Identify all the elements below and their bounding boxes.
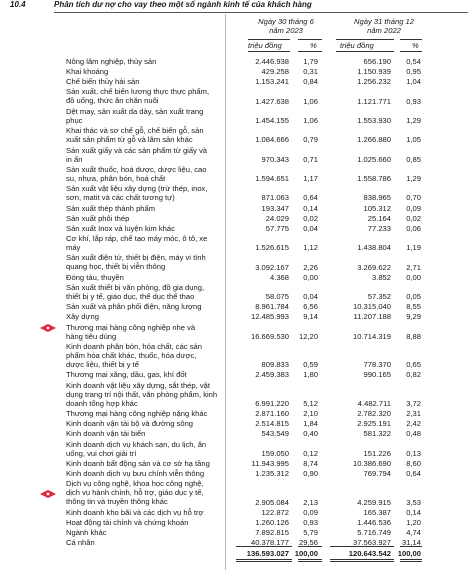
row-label bbox=[66, 370, 246, 379]
percent-2023: 1,79 bbox=[303, 57, 318, 66]
value-2023: 7.892.815 bbox=[255, 528, 289, 538]
percent-2023: 0,71 bbox=[303, 154, 318, 164]
percent-2022: 1,05 bbox=[406, 135, 421, 145]
row-label bbox=[66, 204, 246, 213]
value-2022: 57.352 bbox=[367, 292, 391, 302]
percent-2022: 0,09 bbox=[406, 203, 421, 213]
value-2022: 5.716.749 bbox=[357, 528, 391, 538]
row-label-line: Kinh doanh bất động sản và cơ sở hạ tầng bbox=[66, 458, 210, 468]
percent-2022: 0,02 bbox=[406, 213, 421, 223]
percent-2022: 0,54 bbox=[406, 57, 421, 66]
value-2023: 1.594.651 bbox=[255, 174, 289, 184]
row-label-line: Thương mại xăng, dầu, gas, khí đốt bbox=[66, 370, 187, 380]
col-heading-line: Ngày 31 tháng 12 bbox=[354, 17, 414, 26]
percent-2022: 0,93 bbox=[406, 96, 421, 106]
value-2022: 769.794 bbox=[363, 469, 391, 479]
percent-2023: 1,06 bbox=[303, 115, 318, 125]
row-label-line: Kinh doanh phân bón, hóa chất, các sản bbox=[66, 341, 202, 351]
column-heading-2023 bbox=[240, 17, 332, 35]
value-2023: 58.075 bbox=[265, 292, 289, 302]
percent-2022: 2,71 bbox=[406, 262, 421, 272]
row-label bbox=[66, 57, 246, 66]
percent-2023: 0,04 bbox=[303, 292, 318, 302]
value-2022: 1.266.880 bbox=[357, 135, 391, 145]
percent-2022: 0,48 bbox=[406, 429, 421, 439]
row-label-line: Sản xuất vật liệu xây dựng (trừ thép, inox, bbox=[66, 184, 208, 194]
double-rule bbox=[400, 561, 422, 562]
value-2022: 77.233 bbox=[367, 223, 391, 233]
row-label-line: Kinh doanh kho bãi và các dịch vụ hỗ trợ bbox=[66, 507, 204, 517]
value-2023: 40.378.177 bbox=[250, 538, 289, 548]
double-rule bbox=[298, 559, 322, 560]
value-2023: 1.084.666 bbox=[255, 135, 289, 145]
value-2022: 4.482.711 bbox=[357, 398, 391, 408]
header-rule bbox=[54, 12, 468, 13]
percent-2022: 4,74 bbox=[406, 528, 421, 538]
value-2023: 1.427.638 bbox=[255, 96, 289, 106]
value-2022: 1.121.771 bbox=[357, 96, 391, 106]
value-2023: 24.029 bbox=[265, 213, 289, 223]
value-2023: 159.050 bbox=[261, 448, 289, 458]
row-label bbox=[66, 87, 246, 105]
row-label-line: Sản xuất giấy và các sản phẩm từ giấy và bbox=[66, 145, 208, 155]
percent-2022: 0,13 bbox=[406, 448, 421, 458]
value-2022: 10.714.319 bbox=[352, 331, 391, 341]
percent-2022: 31,14 bbox=[401, 538, 421, 548]
percent-2023: 0,79 bbox=[303, 135, 318, 145]
percent-2022: 8,60 bbox=[406, 458, 421, 468]
percent-2023: 1,84 bbox=[303, 419, 318, 429]
total-value-2022: 120.643.542 bbox=[348, 549, 391, 558]
value-2023: 57.775 bbox=[265, 223, 289, 233]
percent-2023: 0,04 bbox=[303, 223, 318, 233]
percent-2022: 0,70 bbox=[406, 193, 421, 203]
double-rule bbox=[400, 559, 422, 560]
row-label-line: Sản xuất phôi thép bbox=[66, 213, 130, 223]
value-2022: 105.312 bbox=[363, 203, 391, 213]
value-2023: 1.454.155 bbox=[255, 115, 289, 125]
unit-rule bbox=[248, 39, 290, 40]
percent-2023: 6,56 bbox=[303, 302, 318, 312]
value-2023: 809.833 bbox=[261, 360, 289, 370]
row-label bbox=[66, 538, 246, 547]
row-label bbox=[66, 312, 246, 321]
value-2022: 37.563.927 bbox=[352, 538, 391, 548]
value-2023: 6.991.220 bbox=[255, 398, 289, 408]
row-label-line: in ấn bbox=[66, 154, 83, 164]
row-label-line: dụng trang trí nội thất, văn phòng phẩm, kinh bbox=[66, 389, 218, 399]
row-label-line: Kinh doanh dịch vụ bưu chính viễn thông bbox=[66, 469, 205, 479]
percent-2023: 8,74 bbox=[303, 458, 318, 468]
value-2023: 429.258 bbox=[261, 67, 289, 77]
unit-rule bbox=[336, 51, 394, 52]
row-label-line: Thương mại hàng công nghiệp nhẹ và bbox=[66, 322, 196, 332]
percent-2022: 1,29 bbox=[406, 174, 421, 184]
unit-label: triệu đồng bbox=[248, 41, 282, 50]
double-rule bbox=[298, 561, 322, 562]
double-rule bbox=[236, 561, 292, 562]
percent-2022: 2,31 bbox=[406, 409, 421, 419]
value-2022: 1.025.660 bbox=[357, 154, 391, 164]
row-label-line: Kinh doanh vật liệu xây dựng, sắt thép, vật bbox=[66, 380, 210, 390]
row-label-line: quang học, thiết bị viễn thông bbox=[66, 262, 166, 272]
row-label bbox=[66, 342, 246, 369]
percent-2022: 1,04 bbox=[406, 77, 421, 87]
col-heading-line: năm 2023 bbox=[269, 26, 303, 35]
row-label bbox=[66, 302, 246, 311]
row-label-line: Cơ khí, lắp ráp, chế tạo máy móc, ô tô, xe bbox=[66, 234, 208, 243]
percent-2022: 9,29 bbox=[406, 312, 421, 322]
percent-2023: 0,40 bbox=[303, 429, 318, 439]
row-label bbox=[66, 107, 246, 125]
section-title: Phân tích dư nợ cho vay theo một số ngành kinh tế của khách hàng bbox=[54, 0, 312, 9]
row-label-line: phẩm hóa chất khác, thuốc, hóa dược, bbox=[66, 350, 197, 360]
percent-2022: 0,14 bbox=[406, 507, 421, 517]
value-2023: 1.153.241 bbox=[255, 77, 289, 87]
row-label bbox=[66, 518, 246, 527]
percent-2023: 0,12 bbox=[303, 448, 318, 458]
row-label-line: Sản xuất và phân phối điện, năng lượng bbox=[66, 302, 202, 312]
total-rule bbox=[298, 546, 322, 547]
unit-rule bbox=[400, 51, 422, 52]
percent-2022: 0,65 bbox=[406, 360, 421, 370]
row-label bbox=[66, 479, 246, 506]
value-2023: 1.526.615 bbox=[255, 243, 289, 253]
percent-2022: 1,20 bbox=[406, 517, 421, 527]
value-2023: 970.343 bbox=[261, 154, 289, 164]
value-2023: 12.485.993 bbox=[250, 312, 289, 322]
percent-2023: 0,59 bbox=[303, 360, 318, 370]
row-label-line: Dệt may, sản xuất da dày, sản xuất trang bbox=[66, 106, 204, 116]
row-label bbox=[66, 165, 246, 183]
percent-2023: 5,79 bbox=[303, 528, 318, 538]
value-2022: 11.207.188 bbox=[353, 312, 391, 322]
row-label-line: phục bbox=[66, 115, 83, 125]
value-2022: 1.558.786 bbox=[357, 174, 391, 184]
row-label bbox=[66, 224, 246, 233]
percent-2022: 0,06 bbox=[406, 223, 421, 233]
percent-2023: 0,64 bbox=[303, 193, 318, 203]
percent-2023: 5,12 bbox=[303, 398, 318, 408]
row-label bbox=[66, 429, 246, 438]
row-label bbox=[66, 469, 246, 478]
row-label bbox=[66, 273, 246, 282]
row-label-line: Cá nhân bbox=[66, 538, 95, 548]
unit-rule bbox=[248, 51, 290, 52]
percent-2023: 1,17 bbox=[303, 174, 318, 184]
row-label-line: Đóng tàu, thuyền bbox=[66, 272, 124, 282]
percent-2023: 0,14 bbox=[303, 203, 318, 213]
value-2023: 3.092.167 bbox=[255, 262, 289, 272]
percent-2022: 0,64 bbox=[406, 469, 421, 479]
percent-2023: 29,56 bbox=[298, 538, 318, 548]
row-label bbox=[66, 146, 246, 164]
row-label-line: sơn, matit và các chất tương tự) bbox=[66, 193, 175, 203]
value-2022: 165.387 bbox=[363, 507, 391, 517]
row-label-line: Nông lâm nghiệp, thủy sản bbox=[66, 57, 157, 66]
percent-2023: 0,93 bbox=[303, 517, 318, 527]
value-2022: 1.446.536 bbox=[357, 517, 391, 527]
row-label-line: Sản xuất điện tử, thiết bị điện, máy vi tính bbox=[66, 253, 206, 263]
row-label-line: Thương mại hàng công nghiệp nặng khác bbox=[66, 409, 208, 419]
value-2022: 1.150.939 bbox=[357, 67, 391, 77]
percent-2023: 2,10 bbox=[303, 409, 318, 419]
column-heading-2022 bbox=[332, 17, 436, 35]
percent-2023: 2,26 bbox=[303, 262, 318, 272]
unit-rule bbox=[298, 39, 322, 40]
value-2022: 10.386.690 bbox=[352, 458, 391, 468]
percent-2023: 0,09 bbox=[303, 507, 318, 517]
value-2023: 2.871.160 bbox=[255, 409, 289, 419]
value-2022: 1.256.232 bbox=[357, 77, 391, 87]
value-2023: 2.514.815 bbox=[255, 419, 289, 429]
row-label bbox=[66, 323, 246, 341]
value-2022: 3.269.622 bbox=[357, 262, 391, 272]
value-2023: 193.347 bbox=[261, 203, 289, 213]
percent-2022: 0,82 bbox=[406, 370, 421, 380]
percent-2023: 2,13 bbox=[303, 497, 318, 507]
row-label-line: dược liệu, thiết bị y tế bbox=[66, 359, 139, 369]
unit-rule bbox=[400, 39, 422, 40]
row-label bbox=[66, 381, 246, 408]
row-label bbox=[66, 253, 246, 271]
col-heading-line: năm 2022 bbox=[367, 26, 401, 35]
row-label bbox=[66, 214, 246, 223]
total-rule bbox=[400, 546, 422, 547]
row-label-line: Khai thác và sơ chế gỗ, chế biến gỗ, sản bbox=[66, 126, 204, 136]
highlight-marker-icon bbox=[40, 319, 56, 327]
row-label bbox=[66, 409, 246, 418]
row-label-line: thông tin và truyền thông khác bbox=[66, 497, 168, 507]
row-label-line: Sản xuất, chế biến lương thực thực phẩm, bbox=[66, 87, 210, 97]
total-percent-2023: 100,00 bbox=[294, 549, 318, 558]
value-2023: 11.943.995 bbox=[251, 458, 289, 468]
value-2023: 2.905.084 bbox=[255, 497, 289, 507]
value-2023: 4.368 bbox=[269, 272, 289, 282]
percent-2022: 1,19 bbox=[406, 243, 421, 253]
value-2022: 1.553.930 bbox=[357, 115, 391, 125]
unit-rule bbox=[298, 51, 322, 52]
value-2023: 1.235.312 bbox=[255, 469, 289, 479]
total-rule bbox=[330, 546, 394, 547]
percent-label: % bbox=[412, 41, 419, 50]
value-2023: 2.446.938 bbox=[255, 57, 289, 66]
row-label bbox=[66, 419, 246, 428]
percent-2023: 12,20 bbox=[298, 331, 318, 341]
row-label-line: dịch vụ hành chính, hỗ trợ, giáo dục y tế, bbox=[66, 488, 204, 498]
row-label bbox=[66, 283, 246, 301]
total-value-2023: 136.593.027 bbox=[246, 549, 289, 558]
row-label-line: thiết bị y tế, giáo dục, thể dục thể thao bbox=[66, 291, 195, 301]
percent-2023: 1,80 bbox=[303, 370, 318, 380]
row-label-line: máy bbox=[66, 243, 81, 252]
unit-label: triệu đồng bbox=[340, 41, 374, 50]
col-heading-line: Ngày 30 tháng 6 bbox=[258, 17, 314, 26]
double-rule bbox=[330, 559, 394, 560]
row-label bbox=[66, 77, 246, 86]
value-2023: 1.260.126 bbox=[255, 517, 289, 527]
row-label bbox=[66, 184, 246, 202]
row-label-line: Xây dựng bbox=[66, 312, 99, 322]
row-label bbox=[66, 528, 246, 537]
total-percent-2022: 100,00 bbox=[397, 549, 421, 558]
value-2022: 1.438.804 bbox=[357, 243, 391, 253]
row-label-line: xuất sản phẩm từ gỗ và lâm sản khác bbox=[66, 135, 193, 145]
highlight-marker-icon bbox=[40, 485, 56, 493]
value-2022: 25.164 bbox=[367, 213, 391, 223]
percent-2022: 2,42 bbox=[406, 419, 421, 429]
value-2023: 16.669.530 bbox=[250, 331, 289, 341]
value-2023: 8.961.784 bbox=[255, 302, 289, 312]
value-2022: 10.315.040 bbox=[352, 302, 391, 312]
value-2022: 778.370 bbox=[363, 360, 391, 370]
double-rule bbox=[330, 561, 394, 562]
row-label-line: doanh tổng hợp khác bbox=[66, 398, 138, 408]
row-label bbox=[66, 508, 246, 517]
row-label-line: hàng tiêu dùng bbox=[66, 331, 117, 341]
row-label bbox=[66, 126, 246, 144]
percent-2023: 9,14 bbox=[303, 312, 318, 322]
row-label-line: Kinh doanh vận tải biển bbox=[66, 429, 146, 439]
value-2022: 3.852 bbox=[371, 272, 391, 282]
row-label bbox=[66, 67, 246, 76]
row-label-line: Khai khoáng bbox=[66, 67, 109, 77]
row-label-line: Ngành khác bbox=[66, 528, 107, 538]
double-rule bbox=[236, 559, 292, 560]
percent-2022: 0,95 bbox=[406, 67, 421, 77]
row-label-line: Sản xuất Inox và luyện kim khác bbox=[66, 223, 175, 233]
row-label bbox=[66, 440, 246, 458]
value-2023: 871.063 bbox=[261, 193, 289, 203]
section-number: 10.4 bbox=[10, 0, 26, 9]
unit-rule bbox=[336, 39, 394, 40]
value-2022: 2.782.320 bbox=[357, 409, 391, 419]
percent-2023: 0,90 bbox=[303, 469, 318, 479]
value-2023: 122.872 bbox=[261, 507, 289, 517]
value-2022: 656.190 bbox=[363, 57, 391, 66]
percent-2022: 3,72 bbox=[406, 398, 421, 408]
row-label-line: su, nhựa, phân bón, hoá chất bbox=[66, 173, 166, 183]
value-2022: 990.165 bbox=[363, 370, 391, 380]
value-2023: 543.549 bbox=[261, 429, 289, 439]
section-header bbox=[0, 0, 468, 10]
row-label bbox=[66, 459, 246, 468]
row-label-line: Chế biến thủy hải sản bbox=[66, 77, 140, 87]
percent-2022: 0,85 bbox=[406, 154, 421, 164]
percent-2022: 1,29 bbox=[406, 115, 421, 125]
value-2022: 581.322 bbox=[363, 429, 391, 439]
percent-2023: 0,00 bbox=[303, 272, 318, 282]
percent-2023: 1,12 bbox=[303, 243, 318, 253]
percent-2023: 0,02 bbox=[303, 213, 318, 223]
percent-2022: 3,53 bbox=[406, 497, 421, 507]
row-label-line: Kinh doanh dịch vụ khách sạn, du lịch, ăn bbox=[66, 439, 207, 449]
value-2022: 4.259.915 bbox=[357, 497, 391, 507]
value-2022: 2.925.191 bbox=[357, 419, 391, 429]
percent-2022: 0,05 bbox=[406, 292, 421, 302]
row-label-line: Sản xuất thuốc, hoá dược, dược liệu, cao bbox=[66, 164, 207, 174]
row-label-line: Sản xuất thiết bị văn phòng, đồ gia dụng, bbox=[66, 282, 205, 292]
percent-2023: 0,31 bbox=[303, 67, 318, 77]
total-rule bbox=[236, 546, 292, 547]
value-2022: 838.965 bbox=[363, 193, 391, 203]
value-2023: 2.459.383 bbox=[255, 370, 289, 380]
row-label-line: Dịch vụ công nghệ, khoa học công nghệ, bbox=[66, 479, 204, 489]
percent-2023: 1,06 bbox=[303, 96, 318, 106]
row-label-line: Kinh doanh vận tải bộ và đường sông bbox=[66, 419, 194, 429]
percent-2023: 0,84 bbox=[303, 77, 318, 87]
value-2022: 151.226 bbox=[363, 448, 391, 458]
percent-2022: 0,00 bbox=[406, 272, 421, 282]
row-label-line: đồ uống, thức ăn chăn nuôi bbox=[66, 96, 159, 106]
row-label-line: Sản xuất thép thành phẩm bbox=[66, 203, 156, 213]
row-label-line: Hoạt động tài chính và chứng khoán bbox=[66, 517, 189, 527]
row-label-line: uống, vui chơi giải trí bbox=[66, 448, 137, 458]
percent-2022: 8,88 bbox=[406, 331, 421, 341]
percent-label: % bbox=[310, 41, 317, 50]
percent-2022: 8,55 bbox=[406, 302, 421, 312]
row-label bbox=[66, 234, 246, 252]
